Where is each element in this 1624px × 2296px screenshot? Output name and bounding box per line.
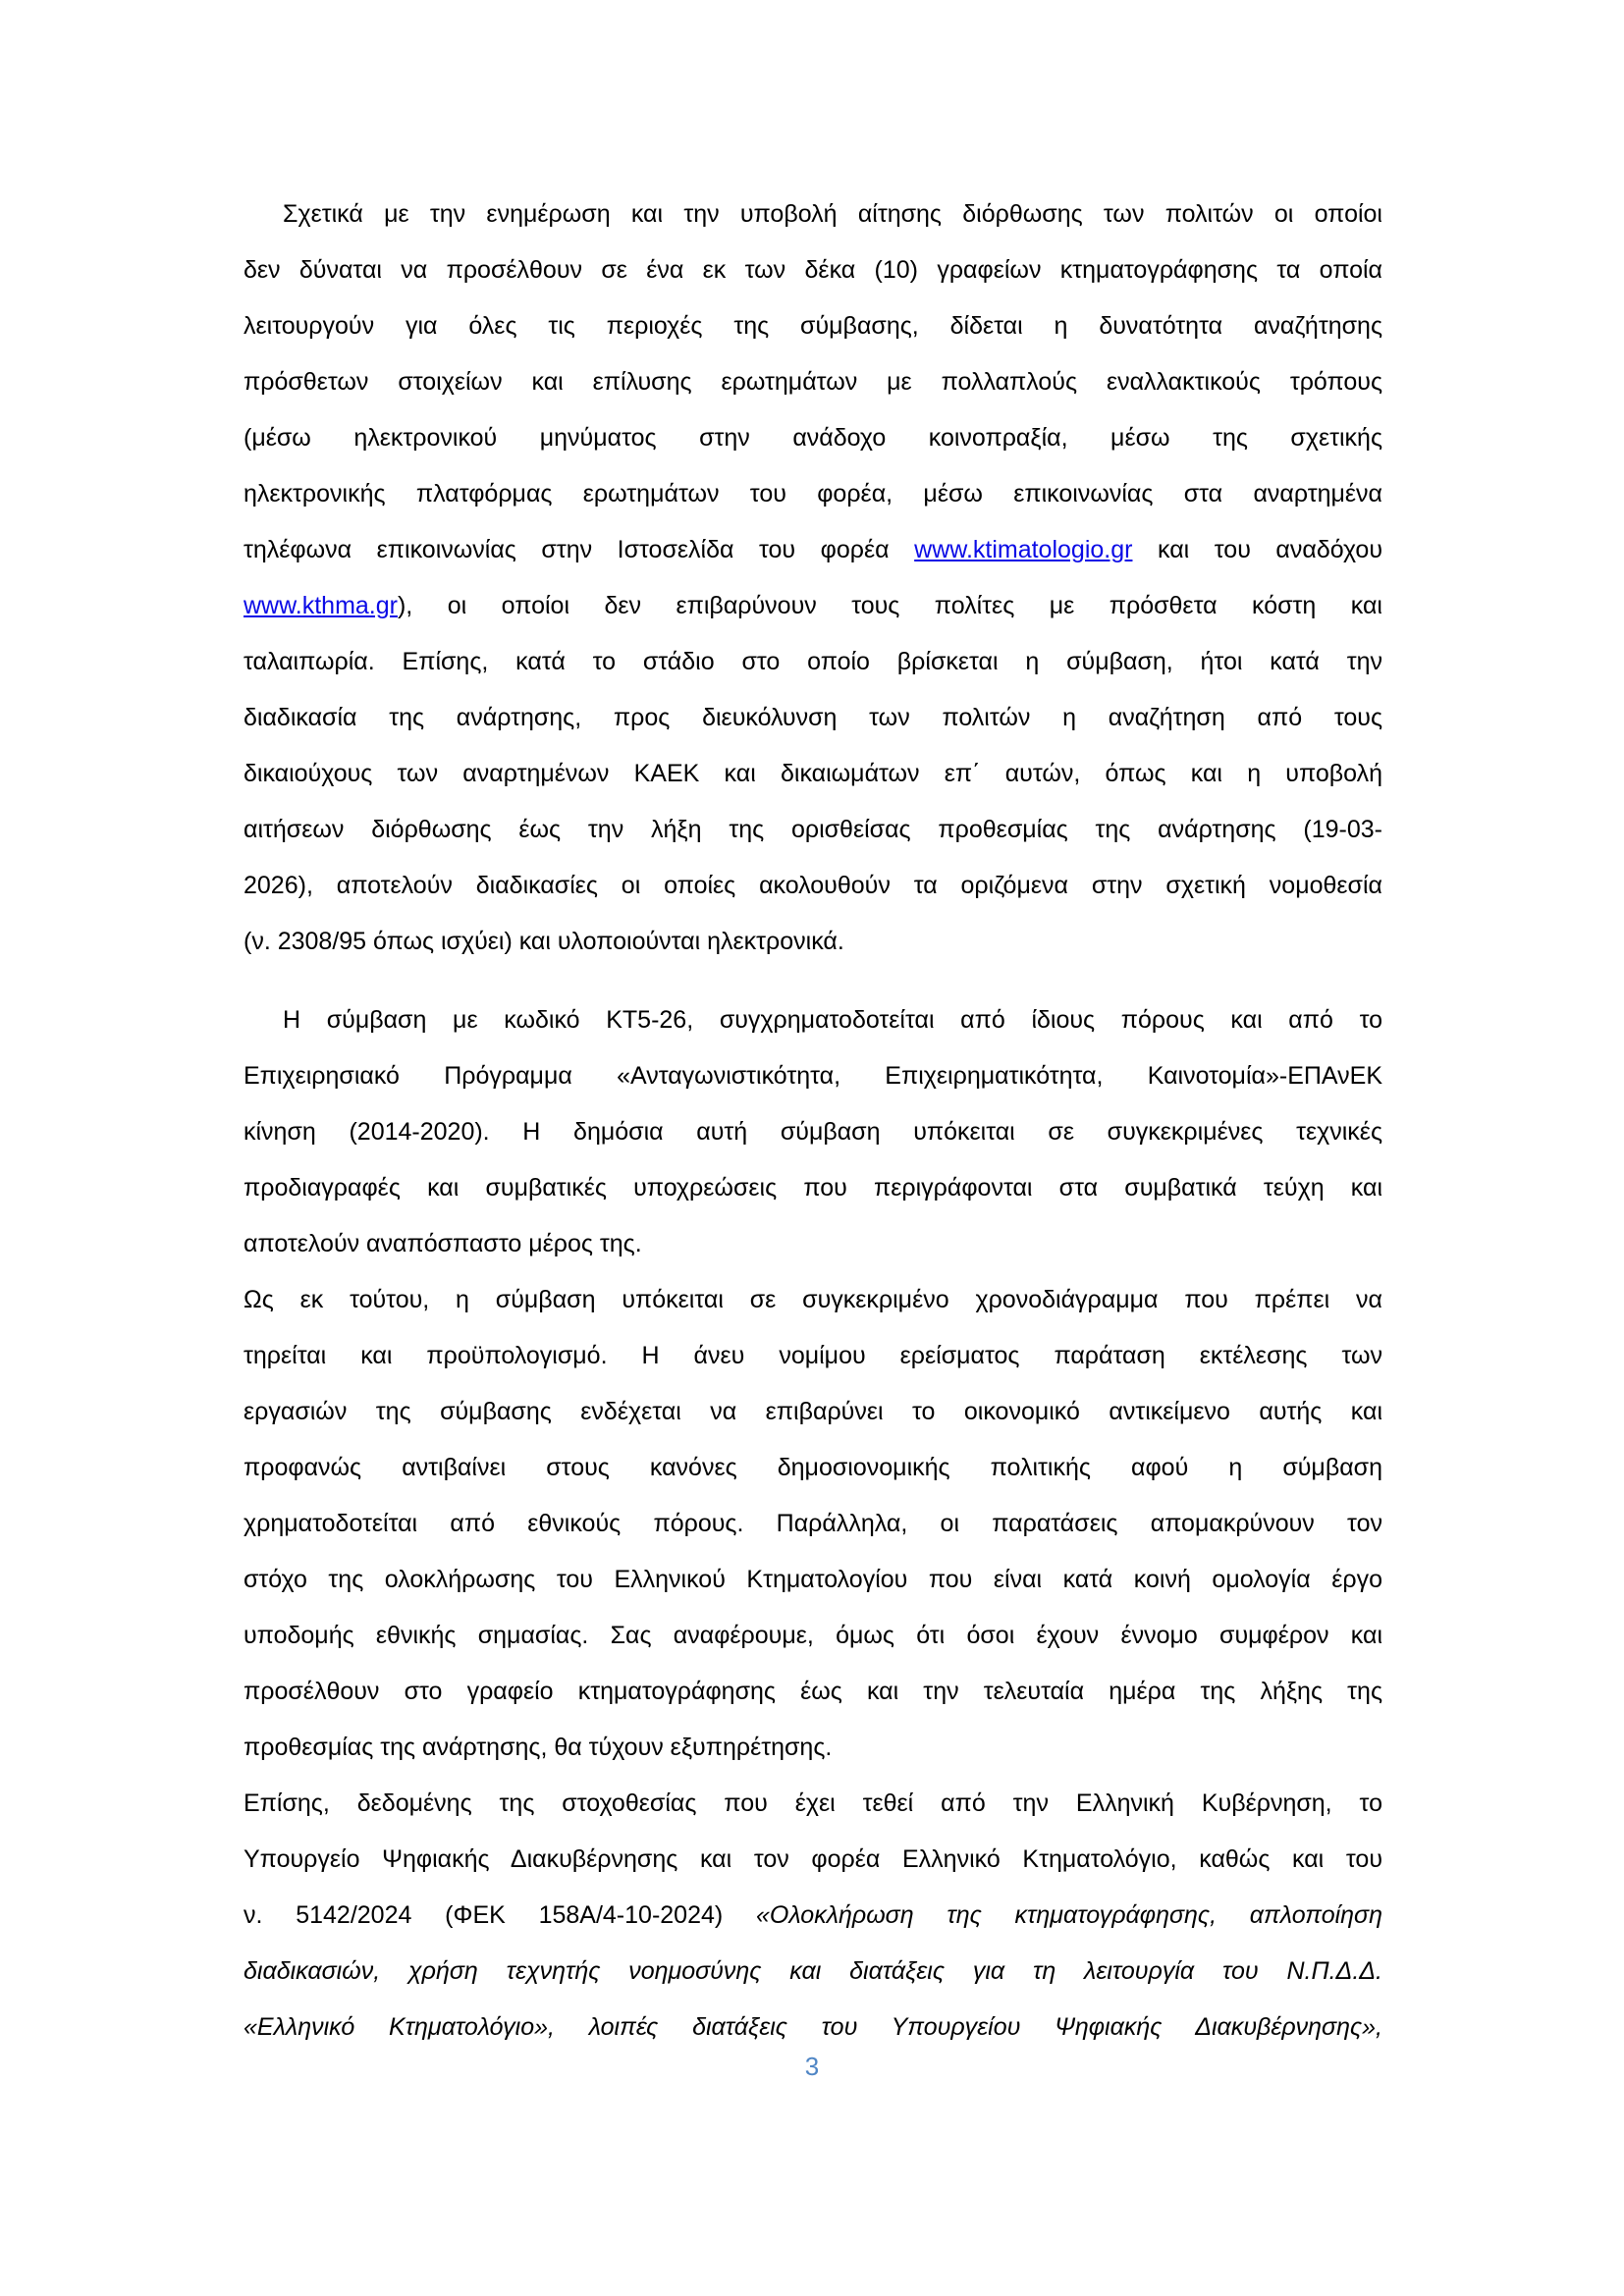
page-number: 3 <box>804 2052 820 2081</box>
document-body <box>244 187 1382 2056</box>
text-segment: προφανώς αντιβαίνει στους κανόνες δημοσιονομικής πολιτικής αφού η σύμβαση <box>244 1454 1382 1481</box>
text-segment: προδιαγραφές και συμβατικές υποχρεώσεις που περιγράφονται στα συμβατικά τεύχη και <box>244 1174 1382 1201</box>
text-segment: λειτουργούν για όλες τις περιοχές της σύμβασης, δίδεται η δυνατότητα αναζήτησης <box>244 312 1382 340</box>
text-segment: εργασιών της σύμβασης ενδέχεται να επιβαρύνει το οικονομικό αντικείμενο αυτής και <box>244 1398 1382 1425</box>
text-line <box>244 1104 1382 1160</box>
text-segment: τηλέφωνα επικοινωνίας στην Ιστοσελίδα του φορέα <box>244 536 915 563</box>
text-line <box>244 1328 1382 1384</box>
text-line <box>244 1832 1382 1888</box>
text-segment: τηρείται και προϋπολογισμό. Η άνευ νομίμου ερείσματος παράταση εκτέλεσης των <box>244 1342 1382 1369</box>
text-line <box>244 1608 1382 1664</box>
text-segment: (ν. 2308/95 όπως ισχύει) και υλοποιούνται ηλεκτρονικά. <box>244 928 844 955</box>
text-line <box>244 802 1382 858</box>
text-line <box>244 992 1382 1048</box>
text-segment: διαδικασία της ανάρτησης, προς διευκόλυνση των πολιτών η αναζήτηση από τους <box>244 704 1382 731</box>
text-line <box>244 466 1382 522</box>
text-segment: χρηματοδοτείται από εθνικούς πόρους. Παράλληλα, οι παρατάσεις απομακρύνουν τον <box>244 1510 1382 1537</box>
paragraph-1 <box>244 187 1382 970</box>
text-segment: ηλεκτρονικής πλατφόρμας ερωτημάτων του φορέα, μέσω επικοινωνίας στα αναρτημένα <box>244 480 1382 507</box>
text-line <box>244 578 1382 634</box>
text-segment: υποδομής εθνικής σημασίας. Σας αναφέρουμε, όμως ότι όσοι έχουν έννομο συμφέρον και <box>244 1622 1382 1649</box>
text-segment: κίνηση (2014-2020). Η δημόσια αυτή σύμβαση υπόκειται σε συγκεκριμένες τεχνικές <box>244 1118 1382 1146</box>
text-line <box>244 1440 1382 1496</box>
text-segment: αποτελούν αναπόσπαστο μέρος της. <box>244 1230 642 1257</box>
text-segment: 2026), αποτελούν διαδικασίες οι οποίες ακολουθούν τα οριζόμενα στην σχετική νομοθεσία <box>244 872 1382 899</box>
text-segment: προσέλθουν στο γραφείο κτηματογράφησης έως και την τελευταία ημέρα της λήξης της <box>244 1678 1382 1705</box>
text-segment: Η σύμβαση με κωδικό ΚΤ5-26, συγχρηματοδοτείται από ίδιους πόρους και από το <box>283 1006 1382 1034</box>
text-segment: (μέσω ηλεκτρονικού μηνύματος στην ανάδοχο κοινοπραξία, μέσω της σχετικής <box>244 424 1382 452</box>
text-line <box>244 1216 1382 1272</box>
text-segment: αιτήσεων διόρθωσης έως την λήξη της ορισθείσας προθεσμίας της ανάρτησης (19-03- <box>244 816 1382 843</box>
text-line <box>244 2000 1382 2056</box>
text-line <box>244 746 1382 802</box>
text-line <box>244 1496 1382 1552</box>
paragraph-4 <box>244 1776 1382 2056</box>
text-line <box>244 298 1382 354</box>
paragraph-3 <box>244 1272 1382 1776</box>
text-segment: Υπουργείο Ψηφιακής Διακυβέρνησης και τον φορέα Ελληνικό Κτηματολόγιο, καθώς και του <box>244 1845 1382 1873</box>
hyperlink-www.ktimatologio.gr[interactable]: www.ktimatologio.gr <box>914 536 1133 563</box>
text-line <box>244 1720 1382 1776</box>
text-segment: Σχετικά με την ενημέρωση και την υποβολή αίτησης διόρθωσης των πολιτών οι οποίοι <box>283 200 1382 228</box>
text-segment: στόχο της ολοκλήρωσης του Ελληνικού Κτηματολογίου που είναι κατά κοινή ομολογία έργο <box>244 1566 1382 1593</box>
text-line <box>244 242 1382 298</box>
paragraph-2 <box>244 992 1382 1272</box>
text-line <box>244 634 1382 690</box>
text-line <box>244 1160 1382 1216</box>
text-line <box>244 1944 1382 2000</box>
text-line <box>244 1552 1382 1608</box>
text-line <box>244 914 1382 970</box>
text-segment: δεν δύναται να προσέλθουν σε ένα εκ των δέκα (10) γραφείων κτηματογράφησης τα οποία <box>244 256 1382 284</box>
text-line <box>244 1888 1382 1944</box>
text-segment: «Ολοκλήρωση της κτηματογράφησης, απλοποίηση <box>755 1901 1382 1929</box>
text-line <box>244 690 1382 746</box>
text-segment: ταλαιπωρία. Επίσης, κατά το στάδιο στο οποίο βρίσκεται η σύμβαση, ήτοι κατά την <box>244 648 1382 675</box>
text-line <box>244 522 1382 578</box>
text-line <box>244 1048 1382 1104</box>
text-segment: ), οι οποίοι δεν επιβαρύνουν τους πολίτες με πρόσθετα κόστη και <box>397 592 1382 619</box>
text-line <box>244 1384 1382 1440</box>
text-line <box>244 1664 1382 1720</box>
text-line <box>244 858 1382 914</box>
text-line <box>244 187 1382 242</box>
text-segment: Ως εκ τούτου, η σύμβαση υπόκειται σε συγκεκριμένο χρονοδιάγραμμα που πρέπει να <box>244 1286 1382 1313</box>
text-segment: προθεσμίας της ανάρτησης, θα τύχουν εξυπηρέτησης. <box>244 1734 833 1761</box>
text-segment: δικαιούχους των αναρτημένων ΚΑΕΚ και δικαιωμάτων επ΄ αυτών, όπως και η υποβολή <box>244 760 1382 787</box>
text-segment: Επιχειρησιακό Πρόγραμμα «Ανταγωνιστικότητα, Επιχειρηματικότητα, Καινοτομία»-ΕΠΑνΕΚ <box>244 1062 1382 1090</box>
text-line <box>244 354 1382 410</box>
text-line <box>244 410 1382 466</box>
text-segment: πρόσθετων στοιχείων και επίλυσης ερωτημάτων με πολλαπλούς εναλλακτικούς τρόπους <box>244 368 1382 396</box>
text-segment: και του αναδόχου <box>1132 536 1382 563</box>
text-segment: Επίσης, δεδομένης της στοχοθεσίας που έχει τεθεί από την Ελληνική Κυβέρνηση, το <box>244 1789 1382 1817</box>
text-segment: «Ελληνικό Κτηματολόγιο», λοιπές διατάξεις του Υπουργείου Ψηφιακής Διακυβέρνησης», <box>244 2013 1382 2041</box>
text-line <box>244 1776 1382 1832</box>
text-segment: ν. 5142/2024 (ΦΕΚ 158Α/4-10-2024) <box>244 1901 756 1929</box>
text-line <box>244 1272 1382 1328</box>
text-segment: διαδικασιών, χρήση τεχνητής νοημοσύνης και διατάξεις για τη λειτουργία του Ν.Π.Δ.Δ. <box>244 1957 1382 1985</box>
hyperlink-www.kthma.gr[interactable]: www.kthma.gr <box>244 592 398 619</box>
